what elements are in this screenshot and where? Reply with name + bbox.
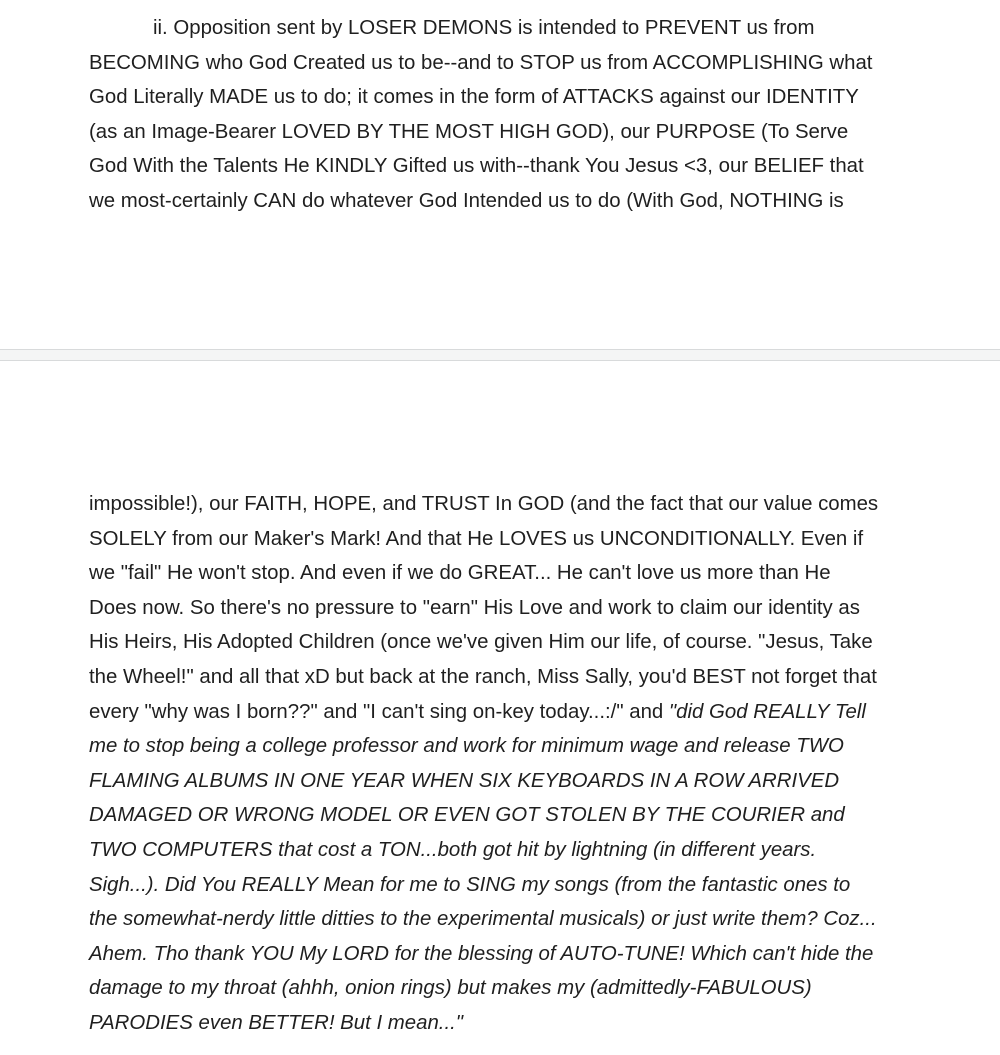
page-break [0, 349, 1000, 361]
italic-line: Ahem. Tho thank YOU My LORD for the blessing of AUTO-TUNE! Which can't hide the [89, 942, 874, 965]
italic-line: FLAMING ALBUMS IN ONE YEAR WHEN SIX KEYBOARDS IN A ROW ARRIVED [89, 769, 840, 792]
italic-line: the somewhat-nerdy little ditties to the experimental musicals) or just write them? Coz... [89, 908, 877, 931]
document-page-2 [0, 361, 1000, 1055]
italic-line: TWO COMPUTERS that cost a TON...both got hit by lightning (in different years. [89, 838, 817, 861]
text-line: God With the Talents He KINDLY Gifted us with--thank You Jesus <3, our BELIEF that [89, 155, 864, 178]
text-line: His Heirs, His Adopted Children (once we've given Him our life, of course. "Jesus, Take [89, 631, 873, 654]
document-page-1 [0, 0, 1000, 349]
text-line: Does now. So there's no pressure to "earn" His Love and work to claim our identity as [89, 596, 860, 619]
text-line: SOLELY from our Maker's Mark! And that He LOVES us UNCONDITIONALLY. Even if [89, 527, 864, 550]
text-line: the Wheel!" and all that xD but back at the ranch, Miss Sally, you'd BEST not forget that [89, 665, 877, 688]
italic-line: Sigh...). Did You REALLY Mean for me to SING my songs (from the fantastic ones to [89, 873, 851, 896]
text-line: we most-certainly CAN do whatever God Intended us to do (With God, NOTHING is [89, 189, 844, 212]
paragraph-ii [89, 11, 924, 219]
text-line: ii. Opposition sent by LOSER DEMONS is intended to PREVENT us from [153, 17, 815, 39]
italic-text: "did God REALLY Tell [668, 700, 866, 723]
text-line: BECOMING who God Created us to be--and to STOP us from ACCOMPLISHING what [89, 51, 873, 74]
text-line: (as an Image-Bearer LOVED BY THE MOST HIGH GOD), our PURPOSE (To Serve [89, 120, 849, 143]
text-line: impossible!), our FAITH, HOPE, and TRUST In GOD (and the fact that our value comes [89, 493, 879, 515]
paragraph-continuation [89, 487, 924, 1041]
text-line: God Literally MADE us to do; it comes in the form of ATTACKS against our IDENTITY [89, 86, 859, 109]
italic-line: DAMAGED OR WRONG MODEL OR EVEN GOT STOLEN BY THE COURIER and [89, 804, 845, 827]
italic-line: PARODIES even BETTER! But I mean..." [89, 1011, 464, 1034]
text-line-mixed [89, 695, 924, 730]
italic-line: damage to my throat (ahhh, onion rings) but makes my (admittedly-FABULOUS) [89, 977, 812, 1000]
italic-line: me to stop being a college professor and work for minimum wage and release TWO [89, 735, 844, 758]
text-line: we "fail" He won't stop. And even if we do GREAT... He can't love us more than He [89, 562, 831, 585]
regular-text: every "why was I born??" and "I can't sing on-key today...:/" and [89, 700, 669, 723]
